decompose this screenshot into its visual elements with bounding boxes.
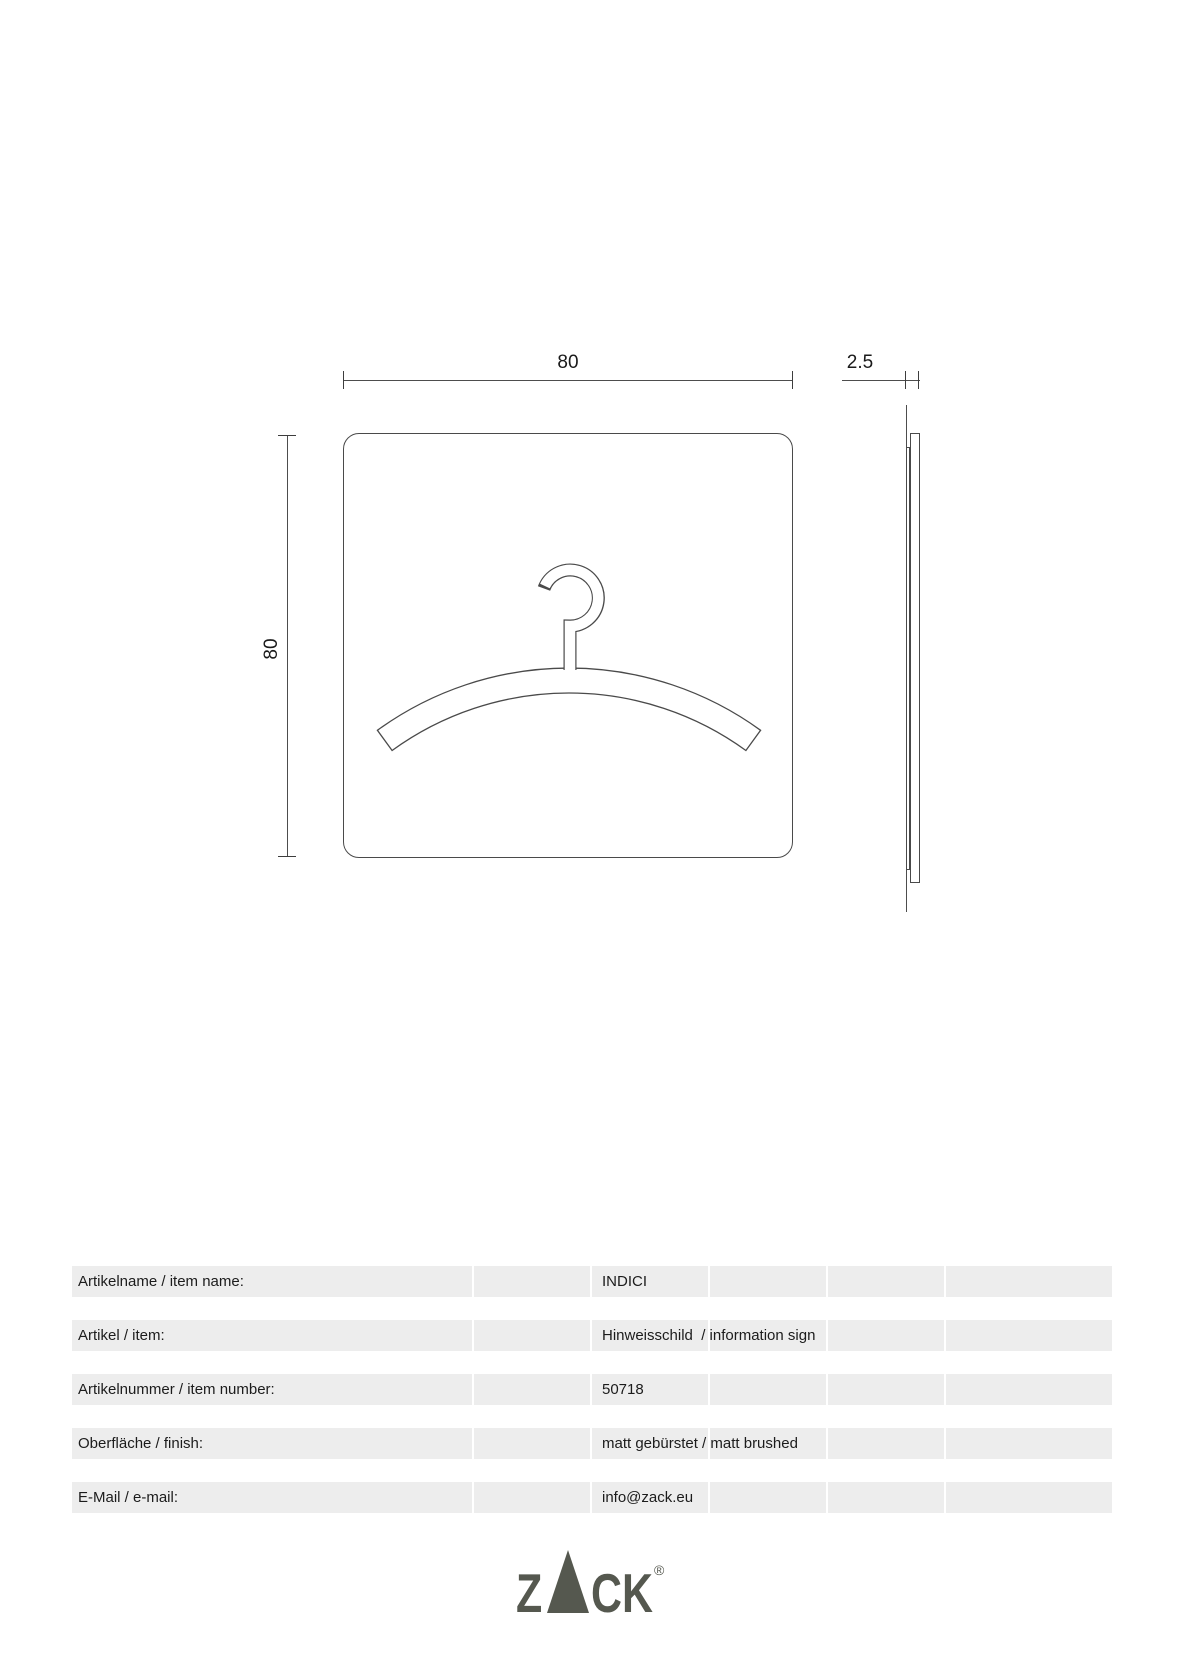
row-value: matt gebürstet / matt brushed bbox=[602, 1435, 798, 1452]
height-dimension-label: 80 bbox=[261, 638, 282, 660]
table-row bbox=[72, 1482, 1112, 1513]
thickness-dimension-line bbox=[842, 380, 920, 381]
row-value: 50718 bbox=[602, 1381, 644, 1398]
side-view-plate bbox=[910, 433, 920, 883]
width-dimension-label: 80 bbox=[557, 352, 579, 373]
row-value: INDICI bbox=[602, 1273, 647, 1290]
table-row bbox=[72, 1266, 1112, 1297]
row-label: Artikelname / item name: bbox=[78, 1273, 244, 1290]
table-row bbox=[72, 1320, 1112, 1351]
zack-logo bbox=[516, 1550, 665, 1624]
row-label: Artikelnummer / item number: bbox=[78, 1381, 275, 1398]
row-value: info@zack.eu bbox=[602, 1489, 694, 1506]
registered-trademark-icon: ® bbox=[654, 1562, 665, 1578]
row-label: Oberfläche / finish: bbox=[78, 1435, 204, 1452]
clothes-hanger-icon bbox=[344, 434, 794, 859]
sign-front-view bbox=[343, 433, 793, 858]
dimension-tick bbox=[278, 856, 296, 857]
logo-triangle-icon bbox=[547, 1550, 589, 1613]
row-label: Artikel / item: bbox=[78, 1327, 165, 1344]
dimension-tick bbox=[905, 371, 906, 389]
row-label: E-Mail / e-mail: bbox=[78, 1489, 179, 1506]
table-row bbox=[72, 1374, 1112, 1405]
dimension-tick bbox=[278, 435, 296, 436]
width-dimension-line bbox=[343, 380, 793, 381]
logo-letters-ck: CK bbox=[591, 1562, 653, 1624]
table-row bbox=[72, 1428, 1112, 1459]
logo-letter-z: Z bbox=[516, 1562, 543, 1624]
thickness-dimension-label: 2.5 bbox=[846, 352, 874, 373]
row-value: Hinweisschild / information sign bbox=[602, 1327, 816, 1344]
dimension-tick bbox=[918, 371, 919, 389]
